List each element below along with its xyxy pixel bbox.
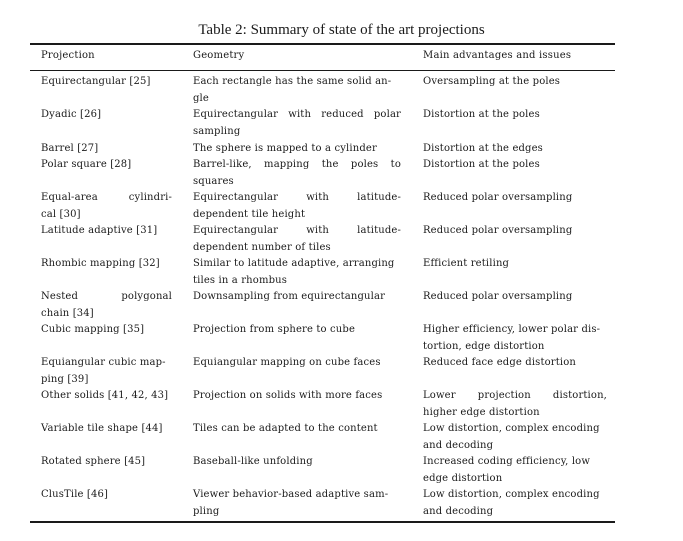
cell-projection: Cubic mapping [35] — [41, 324, 145, 335]
cell-geometry: Similar to latitude adaptive, arranging tiles in a rhombus — [193, 258, 395, 286]
cell-projection: Polar square [28] — [41, 159, 132, 170]
table-header-rule — [30, 70, 615, 71]
cell-advantages: Increased coding efficiency, low edge distortion — [423, 456, 591, 484]
table-bottom-rule — [30, 521, 615, 523]
cell-line: sampling — [193, 126, 241, 137]
cell-line: Equirectangular with latitude- — [193, 225, 401, 236]
cell-line: Equirectangular with latitude- — [193, 192, 401, 203]
cell-projection: Equirectangular [25] — [41, 76, 151, 87]
column-header-advantages: Main advantages and issues — [423, 50, 572, 61]
cell-geometry — [193, 222, 401, 256]
cell-line: cal [30] — [41, 209, 81, 220]
column-header-geometry: Geometry — [193, 50, 245, 61]
cell-geometry: Projection on solids with more faces — [193, 390, 383, 401]
cell-line: dependent tile height — [193, 209, 306, 220]
cell-line: higher edge distortion — [423, 407, 540, 418]
cell-advantages: Distortion at the poles — [423, 109, 540, 120]
cell-geometry: Baseball-like unfolding — [193, 456, 313, 467]
cell-projection — [41, 288, 172, 322]
cell-line: squares — [193, 176, 234, 187]
cell-advantages — [423, 387, 607, 421]
cell-geometry — [193, 156, 401, 190]
cell-geometry: Viewer behavior-based adaptive sam- pling — [193, 489, 389, 517]
cell-advantages: Reduced polar oversampling — [423, 291, 573, 302]
cell-line: Barrel-like, mapping the poles to — [193, 159, 401, 170]
cell-geometry — [193, 189, 401, 223]
cell-line: Nested polygonal — [41, 291, 172, 302]
cell-geometry: Tiles can be adapted to the content — [193, 423, 378, 434]
cell-projection: Variable tile shape [44] — [41, 423, 163, 434]
table-caption: Table 2: Summary of state of the art projections — [198, 22, 485, 38]
table-top-rule — [30, 43, 615, 45]
cell-advantages: Reduced polar oversampling — [423, 225, 573, 236]
cell-advantages: Distortion at the edges — [423, 143, 543, 154]
cell-projection: Rotated sphere [45] — [41, 456, 146, 467]
cell-advantages: Oversampling at the poles — [423, 76, 561, 87]
cell-advantages: Reduced face edge distortion — [423, 357, 576, 368]
cell-geometry: Downsampling from equirectangular — [193, 291, 386, 302]
cell-projection: Dyadic [26] — [41, 109, 102, 120]
cell-projection: Other solids [41, 42, 43] — [41, 390, 169, 401]
cell-advantages: Efficient retiling — [423, 258, 510, 269]
cell-projection: Equiangular cubic map- ping [39] — [41, 357, 166, 385]
cell-projection: Rhombic mapping [32] — [41, 258, 160, 269]
cell-advantages: Higher efficiency, lower polar dis- tortion, edge distortion — [423, 324, 601, 352]
cell-geometry: Each rectangle has the same solid an- gle — [193, 76, 392, 104]
cell-projection — [41, 189, 172, 223]
cell-line: Equal-area cylindri- — [41, 192, 172, 203]
cell-geometry: The sphere is mapped to a cylinder — [193, 143, 377, 154]
cell-advantages: Low distortion, complex encoding and decoding — [423, 423, 600, 451]
column-header-projection: Projection — [41, 50, 95, 61]
cell-advantages: Reduced polar oversampling — [423, 192, 573, 203]
cell-geometry — [193, 106, 401, 140]
cell-advantages: Distortion at the poles — [423, 159, 540, 170]
cell-line: Lower projection distortion, — [423, 390, 607, 401]
cell-projection: Barrel [27] — [41, 143, 99, 154]
cell-geometry: Equiangular mapping on cube faces — [193, 357, 381, 368]
cell-line: chain [34] — [41, 308, 94, 319]
cell-projection: Latitude adaptive [31] — [41, 225, 158, 236]
cell-line: Equirectangular with reduced polar — [193, 109, 401, 120]
cell-projection: ClusTile [46] — [41, 489, 109, 500]
cell-advantages: Low distortion, complex encoding and decoding — [423, 489, 600, 517]
cell-line: dependent number of tiles — [193, 242, 331, 253]
cell-geometry: Projection from sphere to cube — [193, 324, 356, 335]
